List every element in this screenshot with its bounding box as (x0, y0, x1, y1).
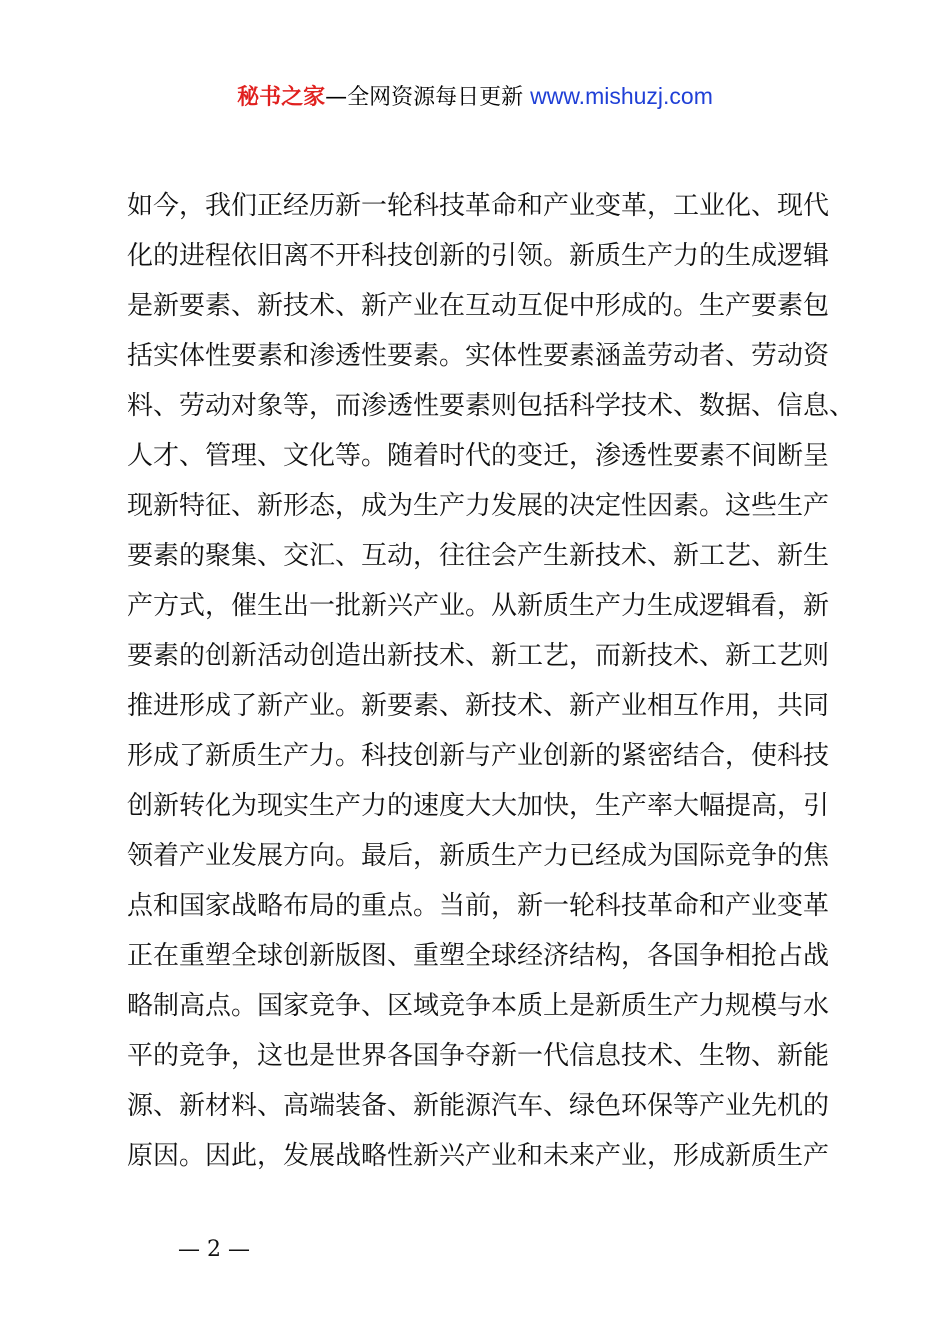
body-line: 括实体性要素和渗透性要素。实体性要素涵盖劳动者、劳动资 (127, 341, 830, 371)
body-line: 化的进程依旧离不开科技创新的引领。新质生产力的生成逻辑 (127, 241, 830, 271)
body-line: 现新特征、新形态，成为生产力发展的决定性因素。这些生产 (127, 491, 830, 521)
body-line: 源、新材料、高端装备、新能源汽车、绿色环保等产业先机的 (127, 1091, 830, 1121)
body-line: 产方式，催生出一批新兴产业。从新质生产力生成逻辑看，新 (127, 591, 830, 621)
site-header (0, 80, 950, 114)
site-brand: 秘书之家 (237, 85, 326, 110)
body-line: 平的竞争，这也是世界各国争夺新一代信息技术、生物、新能 (127, 1041, 830, 1071)
page-number: — 2 — (178, 1237, 250, 1262)
body-line: 料、劳动对象等，而渗透性要素则包括科学技术、数据、信息、 (127, 391, 856, 421)
site-tagline: —全网资源每日更新 (325, 85, 531, 110)
body-line: 领着产业发展方向。最后，新质生产力已经成为国际竞争的焦 (127, 841, 830, 871)
body-line: 是新要素、新技术、新产业在互动互促中形成的。生产要素包 (127, 291, 830, 321)
body-line: 如今，我们正经历新一轮科技革命和产业变革，工业化、现代 (127, 191, 830, 221)
body-line: 点和国家战略布局的重点。当前，新一轮科技革命和产业变革 (127, 891, 830, 921)
body-line: 创新转化为现实生产力的速度大大加快，生产率大幅提高，引 (127, 791, 830, 821)
body-line: 人才、管理、文化等。随着时代的变迁，渗透性要素不间断呈 (127, 441, 830, 471)
body-line: 原因。因此，发展战略性新兴产业和未来产业，形成新质生产 (127, 1141, 830, 1171)
body-line: 正在重塑全球创新版图、重塑全球经济结构，各国争相抢占战 (127, 941, 830, 971)
body-line: 要素的创新活动创造出新技术、新工艺，而新技术、新工艺则 (127, 641, 830, 671)
site-url-link[interactable]: www.mishuzj.com (530, 83, 713, 109)
body-line: 略制高点。国家竞争、区域竞争本质上是新质生产力规模与水 (127, 991, 830, 1021)
body-line: 形成了新质生产力。科技创新与产业创新的紧密结合，使科技 (127, 741, 830, 771)
body-line: 推进形成了新产业。新要素、新技术、新产业相互作用，共同 (127, 691, 830, 721)
body-line: 要素的聚集、交汇、互动，往往会产生新技术、新工艺、新生 (127, 541, 830, 571)
article-body (127, 181, 856, 1181)
